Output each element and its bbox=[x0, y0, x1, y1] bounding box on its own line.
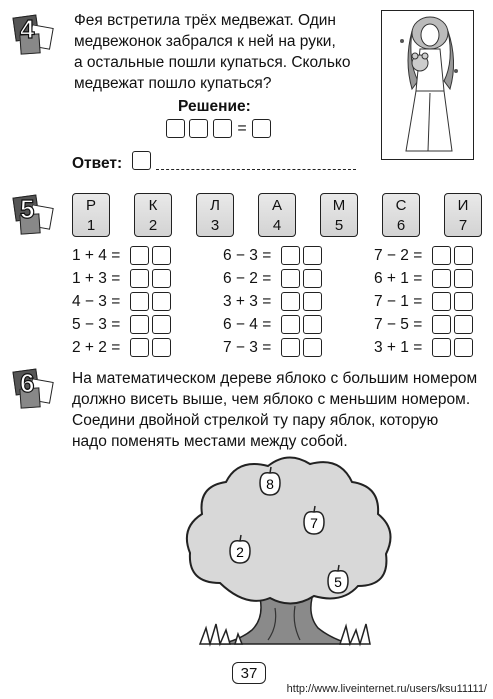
task-4-line-3: а остальные пошли купаться. Сколько bbox=[74, 54, 351, 71]
answer-cell[interactable] bbox=[152, 292, 171, 311]
equation-2-1 bbox=[223, 246, 325, 265]
answer-cell[interactable] bbox=[281, 246, 300, 265]
answer-cell[interactable] bbox=[130, 292, 149, 311]
solution-boxes bbox=[166, 119, 271, 138]
tile-letter: Р bbox=[85, 197, 96, 214]
equation-3-4 bbox=[374, 315, 476, 334]
task-6-badge bbox=[14, 368, 54, 408]
letter-tile-1 bbox=[72, 193, 110, 237]
task-4-line-2: медвежонок забрался к ней на руки, bbox=[74, 33, 336, 50]
apple-5-label: 5 bbox=[334, 574, 342, 590]
answer-cell[interactable] bbox=[454, 292, 473, 311]
apple-8-label: 8 bbox=[266, 476, 274, 492]
equation-text: 2 + 2 = bbox=[72, 338, 121, 356]
answer-cell[interactable] bbox=[303, 315, 322, 334]
solution-box-3[interactable] bbox=[213, 119, 232, 138]
tile-letter: С bbox=[395, 197, 407, 214]
tile-digit: 6 bbox=[396, 217, 406, 234]
tile-digit: 3 bbox=[210, 217, 220, 234]
answer-cell[interactable] bbox=[281, 338, 300, 357]
tree-crown bbox=[187, 457, 391, 603]
letter-tile-5 bbox=[320, 193, 358, 237]
task-6-text bbox=[72, 368, 482, 452]
answer-cell[interactable] bbox=[303, 292, 322, 311]
equation-1-1 bbox=[72, 246, 174, 265]
equation-text: 1 + 4 = bbox=[72, 246, 121, 264]
tile-letter: А bbox=[271, 197, 282, 214]
equation-text: 6 − 3 = bbox=[223, 246, 272, 264]
task-5-number: 5 bbox=[20, 194, 35, 224]
tree-illustration bbox=[180, 448, 400, 653]
footer-url[interactable]: http://www.liveinternet.ru/users/ksu11111/ bbox=[286, 683, 487, 695]
equation-text: 4 − 3 = bbox=[72, 292, 121, 310]
answer-cell[interactable] bbox=[454, 269, 473, 288]
task-4-line-1: Фея встретила трёх медвежат. Один bbox=[74, 12, 336, 29]
equation-text: 3 + 1 = bbox=[374, 338, 423, 356]
fairy-drawing bbox=[382, 11, 472, 158]
equation-text: 3 + 3 = bbox=[223, 292, 272, 310]
equation-text: 1 + 3 = bbox=[72, 269, 121, 287]
answer-label: Ответ: bbox=[72, 155, 123, 172]
letter-tile-2 bbox=[134, 193, 172, 237]
tile-digit: 4 bbox=[272, 217, 282, 234]
equation-text: 7 − 1 = bbox=[374, 292, 423, 310]
task-6-line-3: Соедини двойной стрелкой ту пару яблок, которую bbox=[72, 412, 439, 429]
answer-cell[interactable] bbox=[130, 246, 149, 265]
apple-7-label: 7 bbox=[310, 515, 318, 531]
solution-box-2[interactable] bbox=[189, 119, 208, 138]
tile-digit: 1 bbox=[86, 217, 96, 234]
answer-cell[interactable] bbox=[152, 269, 171, 288]
answer-cell[interactable] bbox=[152, 338, 171, 357]
solution-box-1[interactable] bbox=[166, 119, 185, 138]
tile-letter: И bbox=[457, 197, 469, 214]
equation-text: 6 − 2 = bbox=[223, 269, 272, 287]
answer-cell[interactable] bbox=[432, 246, 451, 265]
solution-equals: = bbox=[237, 119, 247, 137]
answer-cell[interactable] bbox=[303, 269, 322, 288]
equation-3-5 bbox=[374, 338, 476, 357]
answer-cell[interactable] bbox=[152, 315, 171, 334]
task-6-number: 6 bbox=[20, 368, 35, 398]
equation-1-5 bbox=[72, 338, 174, 357]
equation-2-2 bbox=[223, 269, 325, 288]
equation-text: 5 − 3 = bbox=[72, 315, 121, 333]
tile-digit: 7 bbox=[458, 217, 468, 234]
letter-tile-6 bbox=[382, 193, 420, 237]
fairy-illustration bbox=[381, 10, 474, 160]
answer-cell[interactable] bbox=[432, 269, 451, 288]
letter-tile-7 bbox=[444, 193, 482, 237]
answer-cell[interactable] bbox=[303, 246, 322, 265]
task-6-line-4: надо поменять местами между собой. bbox=[72, 433, 348, 450]
answer-box[interactable] bbox=[132, 151, 151, 170]
tile-digit: 2 bbox=[148, 217, 158, 234]
equation-1-3 bbox=[72, 292, 174, 311]
equation-3-1 bbox=[374, 246, 476, 265]
answer-cell[interactable] bbox=[281, 315, 300, 334]
task-6-line-2: должно висеть выше, чем яблоко с меньшим номером. bbox=[72, 391, 471, 408]
equation-3-3 bbox=[374, 292, 476, 311]
answer-cell[interactable] bbox=[130, 269, 149, 288]
solution-result-box[interactable] bbox=[252, 119, 271, 138]
answer-line[interactable] bbox=[156, 169, 356, 170]
task-4-badge bbox=[14, 14, 54, 54]
equation-text: 7 − 3 = bbox=[223, 338, 272, 356]
answer-cell[interactable] bbox=[130, 338, 149, 357]
equation-3-2 bbox=[374, 269, 476, 288]
answer-cell[interactable] bbox=[432, 315, 451, 334]
equation-text: 6 + 1 = bbox=[374, 269, 423, 287]
answer-cell[interactable] bbox=[303, 338, 322, 357]
answer-cell[interactable] bbox=[130, 315, 149, 334]
letter-tile-4 bbox=[258, 193, 296, 237]
answer-cell[interactable] bbox=[281, 269, 300, 288]
task-6-line-1: На математическом дереве яблоко с большим номером bbox=[72, 370, 478, 387]
letter-tile-3 bbox=[196, 193, 234, 237]
tile-digit: 5 bbox=[334, 217, 344, 234]
tile-letter: Л bbox=[210, 197, 220, 214]
equation-2-4 bbox=[223, 315, 325, 334]
equation-1-2 bbox=[72, 269, 174, 288]
task-4-line-4: медвежат пошло купаться? bbox=[74, 75, 272, 92]
answer-cell[interactable] bbox=[454, 338, 473, 357]
equation-2-3 bbox=[223, 292, 325, 311]
tile-letter: М bbox=[332, 197, 346, 214]
answer-cell[interactable] bbox=[281, 292, 300, 311]
equation-text: 7 − 2 = bbox=[374, 246, 423, 264]
tile-letter: К bbox=[148, 197, 158, 214]
page-number-text: 37 bbox=[240, 665, 258, 682]
answer-cell[interactable] bbox=[432, 292, 451, 311]
equation-1-4 bbox=[72, 315, 174, 334]
page-number bbox=[232, 662, 266, 684]
equation-2-5 bbox=[223, 338, 325, 357]
task-5-badge bbox=[14, 194, 54, 234]
equation-text: 7 − 5 = bbox=[374, 315, 423, 333]
answer-cell[interactable] bbox=[454, 315, 473, 334]
task-4-number: 4 bbox=[20, 14, 35, 44]
apple-2-label: 2 bbox=[236, 544, 244, 560]
equation-text: 6 − 4 = bbox=[223, 315, 272, 333]
answer-cell[interactable] bbox=[152, 246, 171, 265]
answer-cell[interactable] bbox=[454, 246, 473, 265]
answer-cell[interactable] bbox=[432, 338, 451, 357]
solution-label: Решение: bbox=[178, 98, 251, 115]
task-4-text bbox=[74, 10, 374, 94]
